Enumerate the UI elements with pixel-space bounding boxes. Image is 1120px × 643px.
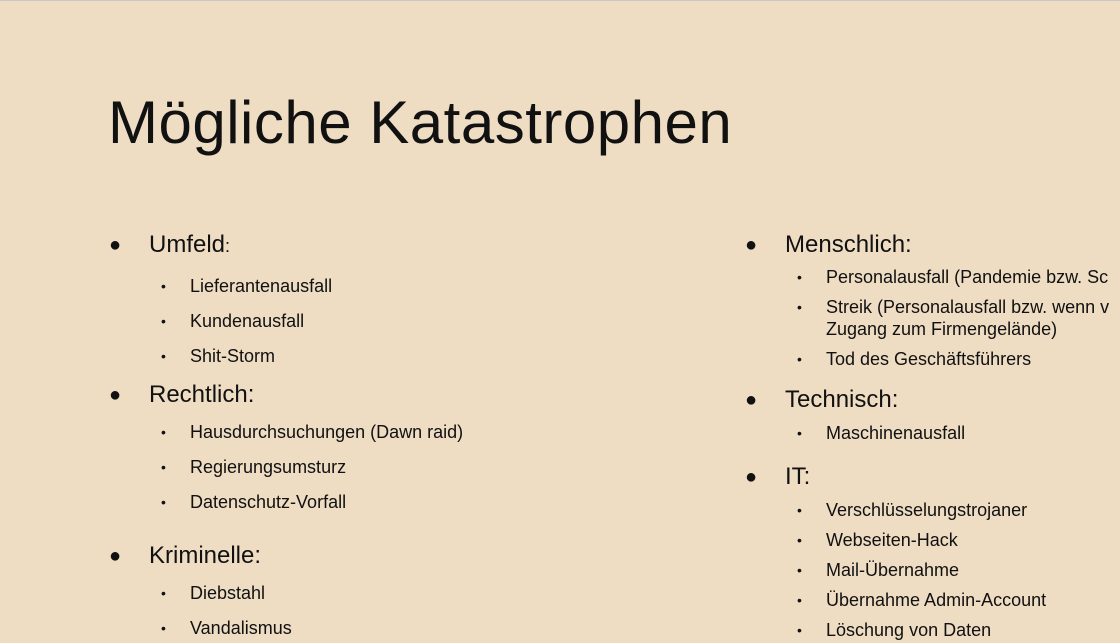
heading-it: IT:: [785, 463, 811, 490]
list-item-label: Datenschutz-Vorfall: [190, 492, 347, 512]
list-item-label: Hausdurchsuchungen (Dawn raid): [190, 422, 464, 442]
heading-menschlich: Menschlich:: [785, 231, 912, 258]
sub-bullet-icon: •: [797, 592, 802, 608]
sub-bullet-icon: •: [161, 585, 166, 601]
list-item: [744, 619, 1120, 641]
sub-bullet-icon: •: [161, 459, 166, 475]
main-bullet-icon: ●: [744, 389, 758, 411]
heading-kriminelle: Kriminelle:: [149, 542, 262, 569]
list-item-label: Maschinenausfall: [826, 423, 966, 443]
list-item: [108, 456, 668, 478]
list-item: [744, 348, 1120, 370]
main-bullet-icon: ●: [108, 384, 122, 406]
sub-bullet-icon: •: [161, 348, 166, 364]
section-heading: [108, 229, 668, 262]
heading-rechtlich: Rechtlich:: [149, 381, 255, 408]
sub-bullet-icon: •: [161, 278, 166, 294]
section-umfeld: [108, 229, 668, 367]
main-bullet-icon: ●: [108, 545, 122, 567]
list-item-label: Verschlüsselungstrojaner: [826, 500, 1028, 520]
list-item: [108, 421, 668, 443]
heading-umfeld: Umfeld: [149, 231, 226, 258]
sub-bullet-icon: •: [797, 562, 802, 578]
list-item: [744, 499, 1120, 521]
list-item-label: Regierungsumsturz: [190, 457, 347, 477]
sub-bullet-icon: •: [797, 502, 802, 518]
list-item: [108, 491, 668, 513]
list-item-label: Vandalismus: [190, 618, 292, 638]
right-column: [744, 227, 1120, 641]
list-item: [108, 582, 668, 604]
main-bullet-icon: ●: [744, 234, 758, 256]
slide-title: Mögliche Katastrophen: [108, 89, 733, 156]
sub-bullet-icon: •: [797, 351, 802, 367]
section-heading: [108, 379, 668, 411]
list-item-label: Webseiten-Hack: [826, 530, 958, 550]
list-item-label: Diebstahl: [190, 583, 266, 603]
list-item: [108, 310, 668, 332]
list-item: [108, 275, 668, 297]
section-heading: [744, 229, 1120, 261]
section-rechtlich: [108, 379, 668, 513]
main-bullet-icon: ●: [108, 234, 122, 256]
list-item: [108, 345, 668, 367]
heading-technisch: Technisch:: [785, 386, 899, 413]
sub-bullet-icon: •: [797, 425, 802, 441]
list-item-continuation: [744, 318, 1120, 340]
section-heading: [744, 461, 1120, 493]
left-column: [108, 227, 668, 639]
sub-bullet-icon: •: [797, 299, 802, 315]
sub-bullet-icon: •: [161, 313, 166, 329]
list-item: [744, 589, 1120, 611]
section-kriminelle: [108, 540, 668, 639]
list-item-label: Tod des Geschäftsführers: [826, 349, 1032, 369]
list-item-label: Personalausfall (Pandemie bzw. Sc: [826, 267, 1109, 287]
list-item-label: Shit-Storm: [190, 346, 276, 366]
list-item: [108, 617, 668, 639]
sub-bullet-icon: •: [797, 532, 802, 548]
list-item-label: Streik (Personalausfall bzw. wenn v: [826, 297, 1110, 317]
section-it: [744, 461, 1120, 641]
section-menschlich: [744, 229, 1120, 370]
list-item: [744, 529, 1120, 551]
list-item-label: Kundenausfall: [190, 311, 305, 331]
section-heading: [744, 384, 1120, 416]
list-item: [744, 422, 1120, 444]
list-item: [744, 296, 1120, 318]
list-item: [744, 559, 1120, 581]
list-item-label: Lieferantenausfall: [190, 276, 333, 296]
sub-bullet-icon: •: [797, 269, 802, 285]
list-item-label: Zugang zum Firmengelände): [826, 319, 1058, 339]
list-item: [744, 266, 1120, 288]
sub-bullet-icon: •: [161, 494, 166, 510]
section-technisch: [744, 384, 1120, 444]
sub-bullet-icon: •: [161, 620, 166, 636]
list-item-label: Löschung von Daten: [826, 620, 992, 640]
list-item-label: Übernahme Admin-Account: [826, 590, 1047, 610]
sub-bullet-icon: •: [161, 424, 166, 440]
sub-bullet-icon: •: [797, 622, 802, 638]
list-item-label: Mail-Übernahme: [826, 560, 960, 580]
main-bullet-icon: ●: [744, 466, 758, 488]
section-heading: [108, 540, 668, 572]
heading-umfeld-colon: :: [225, 236, 231, 256]
